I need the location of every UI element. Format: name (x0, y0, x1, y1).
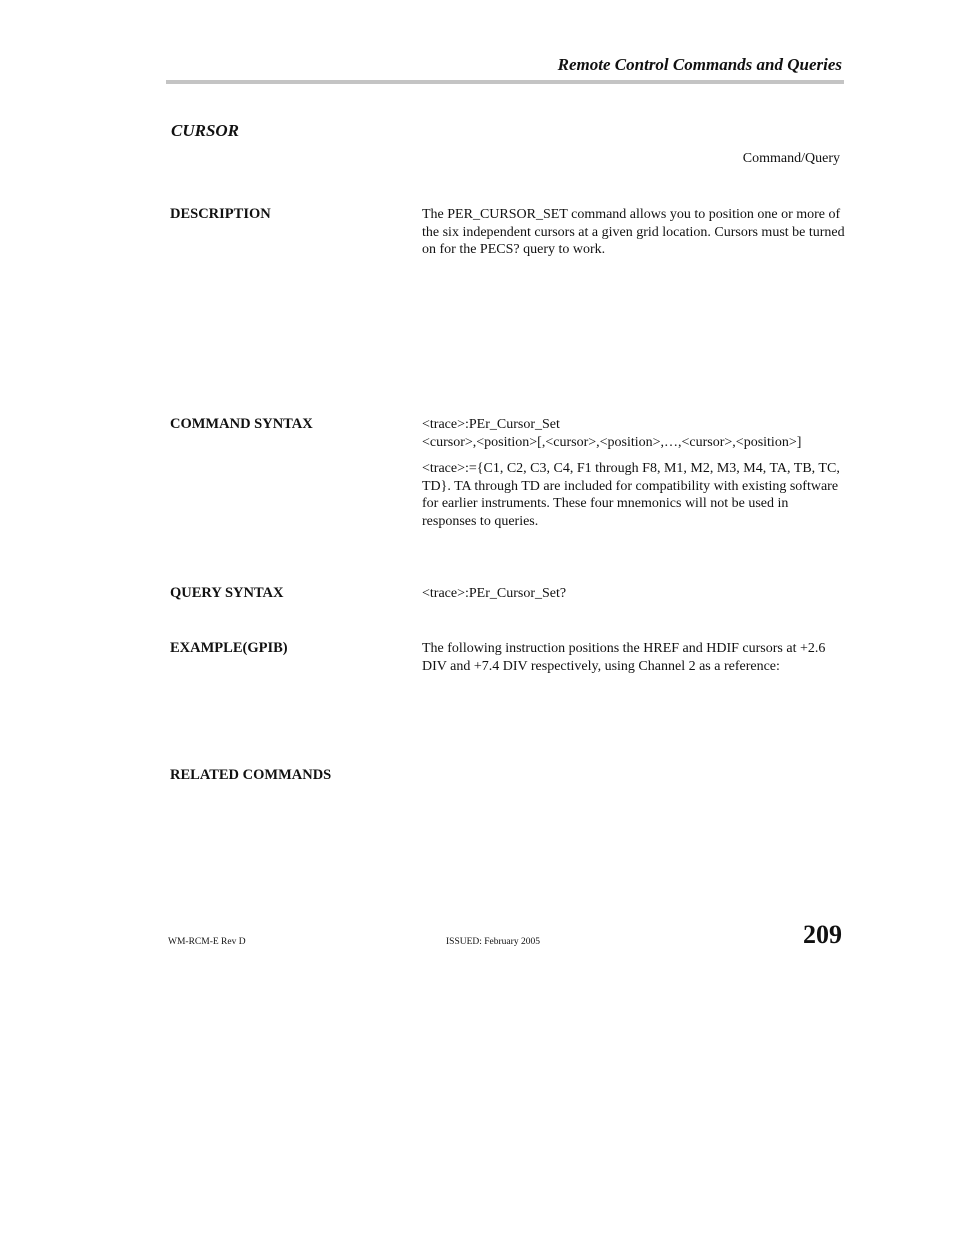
related-commands-label: RELATED COMMANDS (170, 767, 332, 783)
command-syntax-line2: <cursor>,<position>[,<cursor>,<position>,…,<cursor>,<position>] (422, 434, 802, 450)
section-title: CURSOR (171, 121, 240, 140)
query-syntax-paragraph: <trace>:PEr_Cursor_Set? (422, 586, 567, 601)
query-syntax-label: QUERY SYNTAX (170, 585, 284, 601)
description-paragraph: The PER_CURSOR_SET command allows you to position one or more of the six independent cursors at a given grid location. Cursors must be turned on for the PECS? query to work. (422, 207, 845, 257)
running-header-title: Remote Control Commands and Queries (557, 55, 842, 74)
footer-doc-id: WM-RCM-E Rev D (168, 937, 246, 947)
command-syntax-label: COMMAND SYNTAX (170, 416, 313, 432)
command-syntax-line1: <trace>:PEr_Cursor_Set (422, 417, 560, 432)
example-text (422, 640, 846, 675)
command-type: Command/Query (742, 151, 840, 166)
example-label: EXAMPLE(GPIB) (170, 640, 288, 656)
page-number: 209 (803, 920, 842, 949)
footer-issued-date: ISSUED: February 2005 (446, 937, 540, 947)
description-label: DESCRIPTION (170, 206, 271, 222)
description-text (422, 206, 846, 259)
query-syntax-text (422, 585, 846, 603)
example-paragraph: The following instruction positions the HREF and HDIF cursors at +2.6 DIV and +7.4 DIV respectively, using Channel 2 as a reference: (422, 641, 826, 674)
command-syntax-text (422, 416, 842, 530)
command-syntax-line (422, 416, 842, 451)
header-rule (166, 80, 844, 84)
command-syntax-paragraph: <trace>:={C1, C2, C3, C4, F1 through F8, M1, M2, M3, M4, TA, TB, TC, TD}. TA through TD are included for compatibility with existing software for earlier instruments. These four mnemonics will not be used in responses to queries. (422, 461, 840, 529)
